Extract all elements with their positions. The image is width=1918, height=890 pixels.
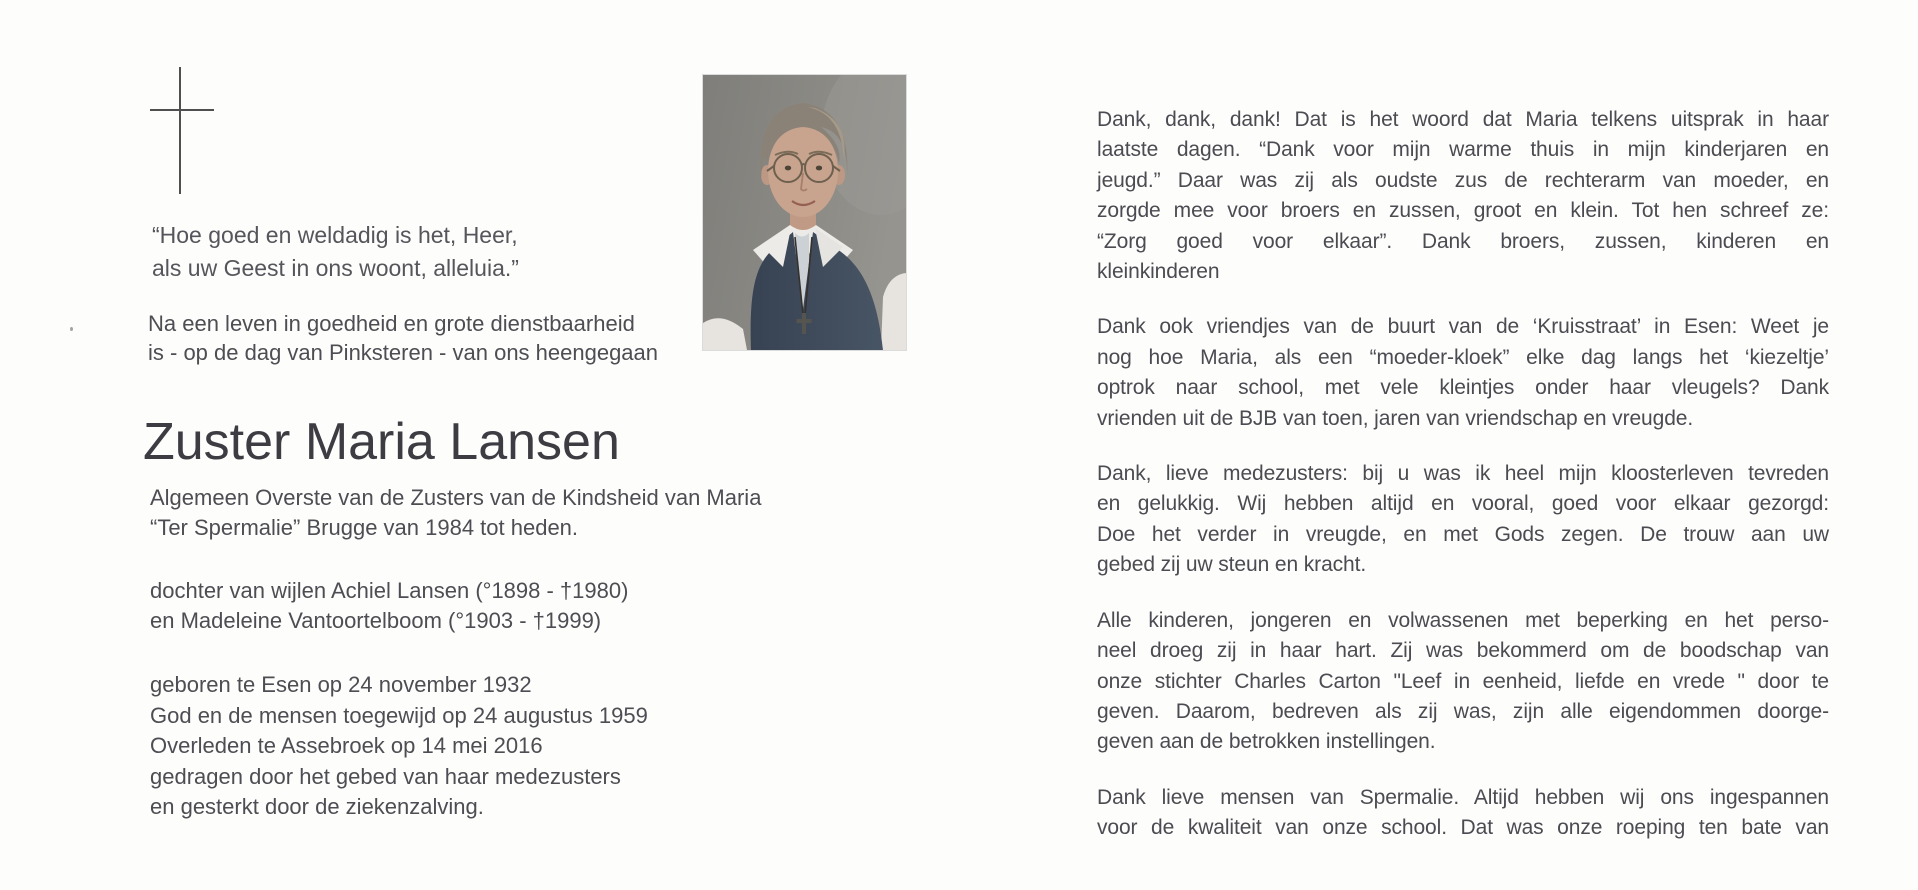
thanks-line: gebed zij uw steun en kracht. [1097,553,1367,577]
parents-line: dochter van wijlen Achiel Lansen (°1898 - †1980) [150,578,629,603]
thanks-line: optrok naar school, met vele kleintjes onder haar vleugels? Dank [1097,376,1829,400]
intro-text [148,309,658,367]
thanks-line: “Zorg goed voor elkaar”. Dank broers, zussen, kinderen en [1097,229,1829,253]
parents-line: en Madeleine Vantoortelboom (°1903 - †1999) [150,608,602,633]
thanks-line: Alle kinderen, jongeren en volwassenen met beperking en het perso- [1097,608,1829,632]
scan-artifact-dot [70,327,73,331]
life-event-line: gedragen door het gebed van haar medezusters [150,763,621,789]
thanks-line: onze stichter Charles Carton "Leef in eenheid, liefde en vrede " door te [1097,669,1829,693]
thanks-line: voor de kwaliteit van onze school. Dat was onze roeping ten bate van [1097,816,1829,840]
thanks-line: Dank, dank, dank! Dat is het woord dat Maria telkens uitsprak in haar [1097,108,1829,131]
role-description [150,483,761,543]
thanks-line: Dank lieve mensen van Spermalie. Altijd hebben wij ons ingespannen [1097,785,1829,809]
quote-line: “Hoe goed en weldadig is het, Heer, [152,222,518,248]
thanks-line: nog hoe Maria, als een “moeder-kloek” elke dag langs het ‘kiezeltje’ [1097,345,1829,369]
thanks-line: geven. Daarom, bedreven als zij was, zijn alle eigendommen doorge- [1097,699,1829,723]
thanks-line: kleinkinderen [1097,260,1220,284]
life-event-line: en gesterkt door de ziekenzalving. [150,794,484,819]
cross-icon-vertical-bar [179,67,181,194]
parents-info [150,576,628,636]
thanks-line: geven aan de betrokken instellingen. [1097,730,1436,754]
thanks-line: neel droeg zij in haar hart. Zij was bekommerd om de boodschap van [1097,639,1829,663]
life-event-line: Overleden te Assebroek op 14 mei 2016 [150,733,543,758]
life-event-line: God en de mensen toegewijd op 24 augustus 1959 [150,702,648,728]
role-line: “Ter Spermalie” Brugge van 1984 tot heden. [150,515,579,540]
life-events [150,670,648,823]
thanks-line: en gelukkig. Wij hebben altijd en vooral, goed voor elkaar gezorgd: [1097,492,1829,516]
nun-portrait-image [703,75,906,350]
intro-line: Na een leven in goedheid en grote dienstbaarheid [148,311,635,336]
deceased-name: Zuster Maria Lansen [143,413,620,471]
thanks-line: vrienden uit de BJB van toen, jaren van vriendschap en vreugde. [1097,406,1694,430]
life-event-line: geboren te Esen op 24 november 1932 [150,672,532,697]
thanks-line: Doe het verder in vreugde, en met Gods zegen. De trouw aan uw [1097,522,1829,546]
quote-line: als uw Geest in ons woont, alleluia.” [152,255,519,281]
thanks-text-column [1097,80,1829,869]
thanks-line: jeugd.” Daar was zij als oudste zus de rechterarm van moeder, en [1097,168,1829,192]
thanks-line: zorgde mee voor broers en zussen, groot en klein. Tot hen schreef ze: [1097,199,1829,223]
thanks-line: laatste dagen. “Dank voor mijn warme thuis in mijn kinderjaren en [1097,138,1829,162]
role-line: Algemeen Overste van de Zusters van de Kindsheid van Maria [150,485,762,510]
thanks-line: Dank ook vriendjes van de buurt van de ‘Kruisstraat’ in Esen: Weet je [1097,315,1829,339]
opening-quote [152,219,519,285]
thanks-line: Dank, lieve medezusters: bij u was ik heel mijn kloosterleven tevreden [1097,462,1829,486]
portrait-photo [703,75,906,350]
cross-icon-horizontal-bar [150,109,214,111]
intro-line: is - op de dag van Pinksteren - van ons heengegaan [148,340,659,365]
